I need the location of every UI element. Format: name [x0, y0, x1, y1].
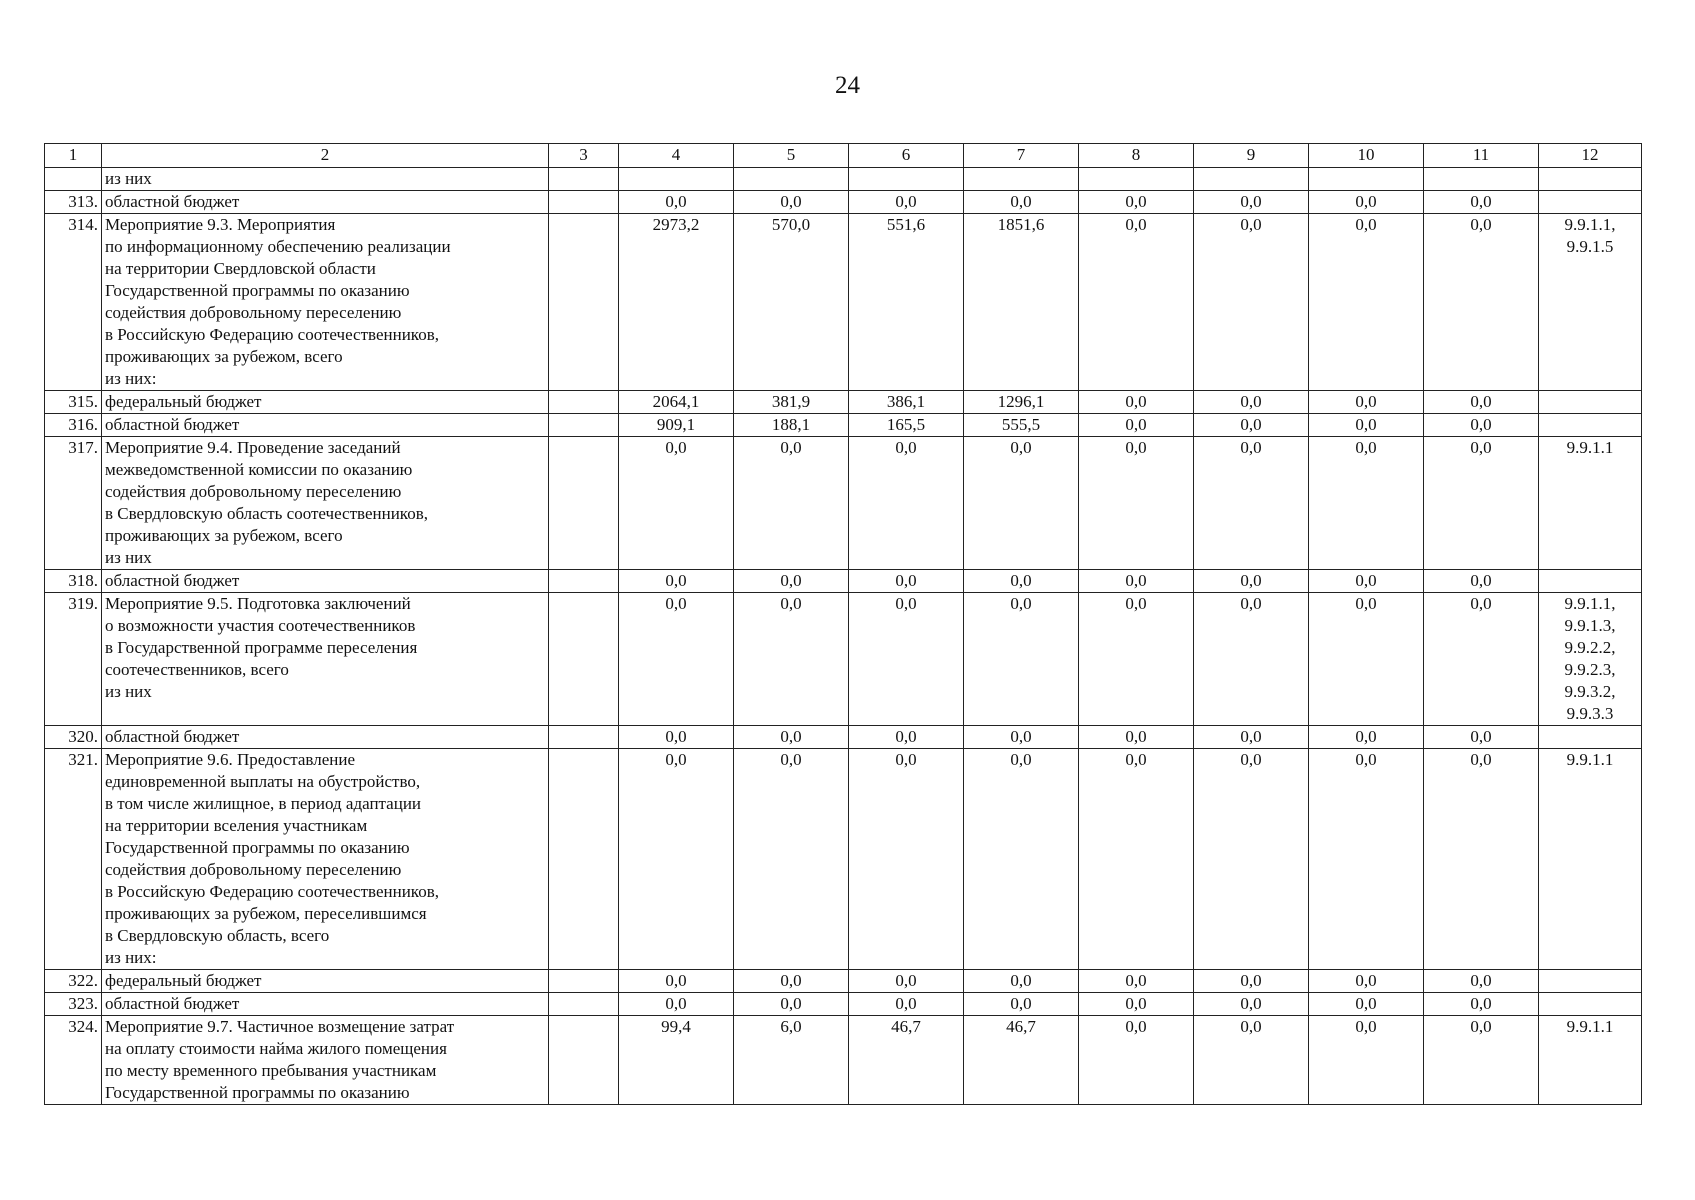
value-cell: 0,0	[1424, 437, 1539, 570]
value-cell: 0,0	[1309, 414, 1424, 437]
value-cell: 0,0	[964, 437, 1079, 570]
value-cell: 188,1	[734, 414, 849, 437]
value-cell: 570,0	[734, 214, 849, 391]
value-cell: 0,0	[1309, 593, 1424, 726]
row-description: областной бюджет	[102, 726, 549, 749]
row-description: Мероприятие 9.4. Проведение заседаний межведомственной комиссии по оказанию содействия добровольному переселению в Свердловскую область соотечественников, проживающих за рубежом, всего из них	[102, 437, 549, 570]
value-cell: 0,0	[1424, 749, 1539, 970]
value-cell: 0,0	[734, 970, 849, 993]
value-cell: 1851,6	[964, 214, 1079, 391]
cell-col3	[549, 726, 619, 749]
value-cell: 2973,2	[619, 214, 734, 391]
column-header: 12	[1539, 144, 1642, 168]
value-cell: 165,5	[849, 414, 964, 437]
cell-col3	[549, 214, 619, 391]
value-cell: 0,0	[849, 970, 964, 993]
value-cell: 0,0	[964, 993, 1079, 1016]
value-cell: 0,0	[1424, 570, 1539, 593]
value-cell: 0,0	[849, 437, 964, 570]
row-description: Мероприятие 9.7. Частичное возмещение затрат на оплату стоимости найма жилого помещения по месту временного пребывания участникам Государственной программы по оказанию	[102, 1016, 549, 1105]
value-cell: 0,0	[619, 749, 734, 970]
value-cell: 0,0	[1309, 214, 1424, 391]
cell-col3	[549, 191, 619, 214]
value-cell: 0,0	[734, 726, 849, 749]
value-cell: 551,6	[849, 214, 964, 391]
row-number: 313.	[45, 191, 102, 214]
column-header: 3	[549, 144, 619, 168]
value-cell: 0,0	[1424, 191, 1539, 214]
value-cell: 99,4	[619, 1016, 734, 1105]
value-cell: 0,0	[1079, 391, 1194, 414]
value-cell: 0,0	[849, 593, 964, 726]
table-row	[45, 214, 1642, 391]
value-cell: 0,0	[1194, 1016, 1309, 1105]
cell-col3	[549, 414, 619, 437]
value-cell: 0,0	[964, 726, 1079, 749]
table-row	[45, 993, 1642, 1016]
table-row	[45, 191, 1642, 214]
cell-col3	[549, 391, 619, 414]
column-header: 5	[734, 144, 849, 168]
table-row	[45, 726, 1642, 749]
column-header: 11	[1424, 144, 1539, 168]
table-row	[45, 437, 1642, 570]
value-cell: 0,0	[1309, 749, 1424, 970]
table-row	[45, 168, 1642, 191]
value-cell: 0,0	[619, 993, 734, 1016]
cell-col3	[549, 1016, 619, 1105]
value-cell: 0,0	[1424, 726, 1539, 749]
row-number: 318.	[45, 570, 102, 593]
cell-col3	[549, 970, 619, 993]
value-cell: 0,0	[1194, 570, 1309, 593]
cell-col3	[549, 749, 619, 970]
value-cell	[1194, 168, 1309, 191]
row-description: областной бюджет	[102, 993, 549, 1016]
value-cell: 0,0	[1424, 391, 1539, 414]
row-description: областной бюджет	[102, 414, 549, 437]
value-cell: 0,0	[1424, 414, 1539, 437]
value-cell	[1424, 168, 1539, 191]
column-header: 7	[964, 144, 1079, 168]
value-cell: 0,0	[1194, 726, 1309, 749]
row-number: 316.	[45, 414, 102, 437]
value-cell	[964, 168, 1079, 191]
value-cell: 0,0	[619, 437, 734, 570]
value-cell	[734, 168, 849, 191]
value-cell: 0,0	[1424, 970, 1539, 993]
value-cell: 0,0	[1079, 1016, 1194, 1105]
value-cell: 0,0	[734, 593, 849, 726]
value-cell: 0,0	[734, 191, 849, 214]
value-cell: 0,0	[619, 726, 734, 749]
column-header: 4	[619, 144, 734, 168]
value-cell: 0,0	[1309, 993, 1424, 1016]
value-cell	[1309, 168, 1424, 191]
value-cell: 0,0	[1194, 214, 1309, 391]
value-cell: 0,0	[1194, 749, 1309, 970]
column-header: 1	[45, 144, 102, 168]
column-header: 6	[849, 144, 964, 168]
value-cell: 0,0	[964, 191, 1079, 214]
value-cell: 0,0	[1079, 570, 1194, 593]
value-cell: 0,0	[1079, 970, 1194, 993]
value-cell: 381,9	[734, 391, 849, 414]
target-indicator-ref	[1539, 970, 1642, 993]
column-header: 2	[102, 144, 549, 168]
value-cell: 0,0	[1079, 191, 1194, 214]
cell-col3	[549, 993, 619, 1016]
table-row	[45, 970, 1642, 993]
row-number: 317.	[45, 437, 102, 570]
value-cell: 0,0	[1079, 993, 1194, 1016]
row-number: 314.	[45, 214, 102, 391]
value-cell: 0,0	[1079, 749, 1194, 970]
row-number: 323.	[45, 993, 102, 1016]
value-cell: 0,0	[1079, 437, 1194, 570]
target-indicator-ref	[1539, 993, 1642, 1016]
target-indicator-ref: 9.9.1.1, 9.9.1.3, 9.9.2.2, 9.9.2.3, 9.9.3.2, 9.9.3.3	[1539, 593, 1642, 726]
value-cell: 2064,1	[619, 391, 734, 414]
row-description: Мероприятие 9.3. Мероприятия по информационному обеспечению реализации на территории Свердловской области Государственной программы по оказанию содействия добровольному переселению в Российскую Федерацию соотечественников, проживающих за рубежом, всего из них:	[102, 214, 549, 391]
row-number	[45, 168, 102, 191]
value-cell: 386,1	[849, 391, 964, 414]
target-indicator-ref: 9.9.1.1	[1539, 749, 1642, 970]
value-cell: 1296,1	[964, 391, 1079, 414]
row-description: из них	[102, 168, 549, 191]
column-header: 8	[1079, 144, 1194, 168]
value-cell	[619, 168, 734, 191]
value-cell: 46,7	[964, 1016, 1079, 1105]
value-cell: 0,0	[1194, 593, 1309, 726]
value-cell: 0,0	[1194, 970, 1309, 993]
value-cell: 0,0	[734, 993, 849, 1016]
row-description: Мероприятие 9.5. Подготовка заключений о возможности участия соотечественников в Государственной программе переселения соотечественников, всего из них	[102, 593, 549, 726]
value-cell: 6,0	[734, 1016, 849, 1105]
budget-table	[44, 143, 1642, 1105]
value-cell: 46,7	[849, 1016, 964, 1105]
row-number: 324.	[45, 1016, 102, 1105]
value-cell: 0,0	[964, 593, 1079, 726]
value-cell: 0,0	[1309, 1016, 1424, 1105]
value-cell: 0,0	[1194, 191, 1309, 214]
value-cell	[1079, 168, 1194, 191]
value-cell: 0,0	[1424, 1016, 1539, 1105]
value-cell: 0,0	[1309, 391, 1424, 414]
table-row	[45, 414, 1642, 437]
value-cell: 0,0	[849, 749, 964, 970]
value-cell: 0,0	[964, 570, 1079, 593]
value-cell: 0,0	[964, 970, 1079, 993]
value-cell: 0,0	[1194, 414, 1309, 437]
value-cell: 555,5	[964, 414, 1079, 437]
table-row	[45, 391, 1642, 414]
value-cell: 0,0	[619, 593, 734, 726]
table-row	[45, 749, 1642, 970]
row-description: областной бюджет	[102, 191, 549, 214]
value-cell: 0,0	[734, 437, 849, 570]
column-header: 9	[1194, 144, 1309, 168]
table-row	[45, 570, 1642, 593]
value-cell: 0,0	[734, 570, 849, 593]
column-number-row	[45, 144, 1642, 168]
value-cell: 0,0	[1194, 993, 1309, 1016]
value-cell: 0,0	[1309, 726, 1424, 749]
value-cell: 0,0	[964, 749, 1079, 970]
value-cell: 0,0	[619, 191, 734, 214]
value-cell: 0,0	[1079, 726, 1194, 749]
target-indicator-ref	[1539, 191, 1642, 214]
value-cell	[849, 168, 964, 191]
value-cell: 0,0	[849, 993, 964, 1016]
target-indicator-ref: 9.9.1.1, 9.9.1.5	[1539, 214, 1642, 391]
value-cell: 0,0	[1079, 214, 1194, 391]
cell-col3	[549, 168, 619, 191]
row-number: 322.	[45, 970, 102, 993]
target-indicator-ref	[1539, 570, 1642, 593]
row-number: 320.	[45, 726, 102, 749]
target-indicator-ref	[1539, 391, 1642, 414]
value-cell: 0,0	[1309, 437, 1424, 570]
cell-col3	[549, 437, 619, 570]
column-header: 10	[1309, 144, 1424, 168]
value-cell: 0,0	[849, 570, 964, 593]
value-cell: 0,0	[1309, 570, 1424, 593]
row-number: 315.	[45, 391, 102, 414]
target-indicator-ref: 9.9.1.1	[1539, 1016, 1642, 1105]
table-row	[45, 593, 1642, 726]
value-cell: 0,0	[619, 570, 734, 593]
row-description: областной бюджет	[102, 570, 549, 593]
row-description: федеральный бюджет	[102, 970, 549, 993]
value-cell: 0,0	[1309, 191, 1424, 214]
row-number: 319.	[45, 593, 102, 726]
value-cell: 0,0	[1079, 593, 1194, 726]
table-row	[45, 1016, 1642, 1105]
value-cell: 909,1	[619, 414, 734, 437]
value-cell: 0,0	[734, 749, 849, 970]
row-number: 321.	[45, 749, 102, 970]
value-cell: 0,0	[619, 970, 734, 993]
value-cell: 0,0	[1424, 214, 1539, 391]
value-cell: 0,0	[1194, 437, 1309, 570]
target-indicator-ref	[1539, 726, 1642, 749]
target-indicator-ref	[1539, 414, 1642, 437]
target-indicator-ref	[1539, 168, 1642, 191]
value-cell: 0,0	[849, 726, 964, 749]
row-description: Мероприятие 9.6. Предоставление единовременной выплаты на обустройство, в том числе жилищное, в период адаптации на территории вселения участникам Государственной программы по оказанию содействия добровольному переселению в Российскую Федерацию соотечественников, проживающих за рубежом, переселившимся в Свердловскую область, всего из них:	[102, 749, 549, 970]
value-cell: 0,0	[849, 191, 964, 214]
target-indicator-ref: 9.9.1.1	[1539, 437, 1642, 570]
page-number: 24	[835, 72, 860, 99]
value-cell: 0,0	[1424, 593, 1539, 726]
cell-col3	[549, 593, 619, 726]
cell-col3	[549, 570, 619, 593]
value-cell: 0,0	[1309, 970, 1424, 993]
row-description: федеральный бюджет	[102, 391, 549, 414]
value-cell: 0,0	[1194, 391, 1309, 414]
value-cell: 0,0	[1079, 414, 1194, 437]
value-cell: 0,0	[1424, 993, 1539, 1016]
